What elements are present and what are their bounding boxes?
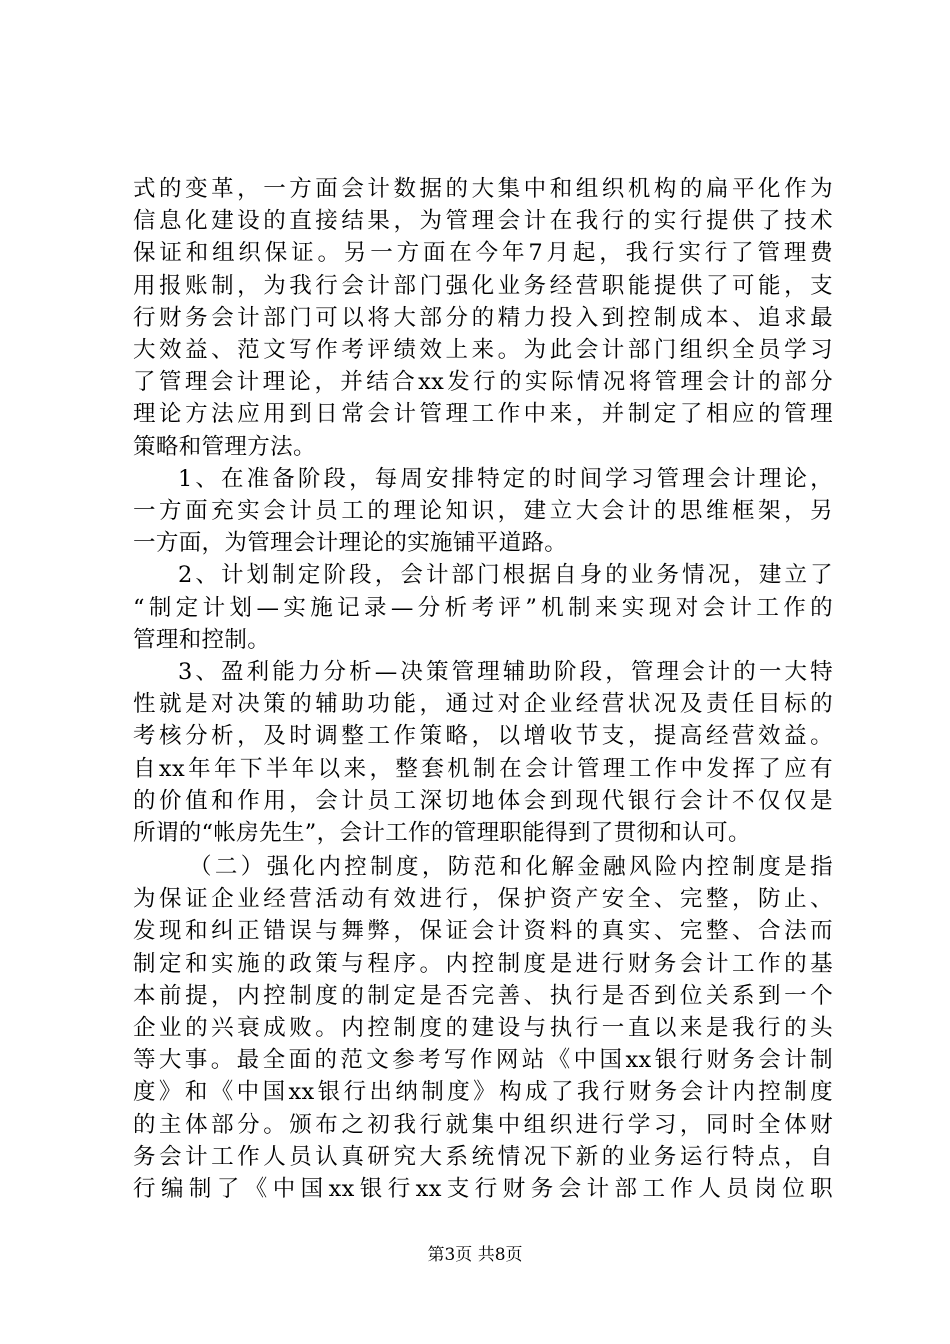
text-line: 考核分析，及时调整工作策略，以增收节支，提高经营效益。 — [133, 723, 833, 750]
text-line: 行财务会计部门可以将大部分的精力投入到控制成本、追求最 — [133, 304, 833, 331]
page-footer — [0, 1244, 950, 1266]
text-line: 本前提，内控制度的制定是否完善、执行是否到位关系到一个 — [133, 982, 833, 1009]
text-line: 理论方法应用到日常会计管理工作中来，并制定了相应的管理 — [133, 401, 833, 428]
text-line: 保证和组织保证。另一方面在今年7月起，我行实行了管理费 — [133, 240, 833, 267]
text-line: 策略和管理方法。 — [133, 433, 316, 460]
text-line: 发现和纠正错误与舞弊，保证会计资料的真实、完整、合法而 — [133, 918, 833, 945]
paragraph-block-2 — [133, 851, 833, 1205]
list-item-2-line: 2、计划制定阶段，会计部门根据自身的业务情况，建立了 — [178, 562, 833, 589]
text-line: 式的变革，一方面会计数据的大集中和组织机构的扁平化作为 — [133, 176, 833, 202]
text-line: 一方面充实会计员工的理论知识，建立大会计的思维框架，另 — [133, 498, 833, 525]
text-line: 企业的兴衰成败。内控制度的建设与执行一直以来是我行的头 — [133, 1015, 833, 1042]
text-line: 管理和控制。 — [133, 626, 271, 653]
text-line: “制定计划—实施记录—分析考评”机制来实现对会计工作的 — [133, 594, 833, 621]
text-line: 务会计工作人员认真研究大系统情况下新的业务运行特点，自 — [133, 1143, 833, 1170]
text-line: 自xx年年下半年以来，整套机制在会计管理工作中发挥了应有 — [133, 755, 833, 782]
text-line: 所谓的“帐房先生”，会计工作的管理职能得到了贯彻和认可。 — [133, 820, 751, 847]
text-line: 度》和《中国xx银行出纳制度》构成了我行财务会计内控制度 — [133, 1079, 833, 1106]
section-heading-line: （二）强化内控制度，防范和化解金融风险内控制度是指 — [189, 854, 833, 880]
text-line: 信息化建设的直接结果，为管理会计在我行的实行提供了技术 — [133, 208, 833, 235]
text-line: 用报账制，为我行会计部门强化业务经营职能提供了可能，支 — [133, 272, 833, 299]
list-item-1-line: 1、在准备阶段，每周安排特定的时间学习管理会计理论， — [178, 465, 833, 492]
text-line: 了管理会计理论，并结合xx发行的实际情况将管理会计的部分 — [133, 369, 833, 396]
text-line: 一方面，为管理会计理论的实施铺平道路。 — [133, 530, 568, 557]
text-line: 的价值和作用，会计员工深切地体会到现代银行会计不仅仅是 — [133, 787, 833, 814]
page-number-label: 第3页 共8页 — [427, 1245, 523, 1265]
list-item-3-line: 3、盈利能力分析—决策管理辅助阶段，管理会计的一大特 — [178, 659, 833, 686]
text-line: 的主体部分。颁布之初我行就集中组织进行学习，同时全体财 — [133, 1111, 833, 1138]
text-line: 等大事。最全面的范文参考写作网站《中国xx银行财务会计制 — [133, 1047, 833, 1074]
text-line: 为保证企业经营活动有效进行，保护资产安全、完整，防止、 — [133, 886, 833, 913]
text-line: 性就是对决策的辅助功能，通过对企业经营状况及责任目标的 — [133, 691, 833, 718]
text-line: 制定和实施的政策与程序。内控制度是进行财务会计工作的基 — [133, 950, 833, 977]
paragraph-block-1 — [133, 173, 833, 849]
text-line: 大效益、范文写作考评绩效上来。为此会计部门组织全员学习 — [133, 337, 833, 364]
text-line: 行编制了《中国xx银行xx支行财务会计部工作人员岗位职 — [133, 1176, 833, 1203]
